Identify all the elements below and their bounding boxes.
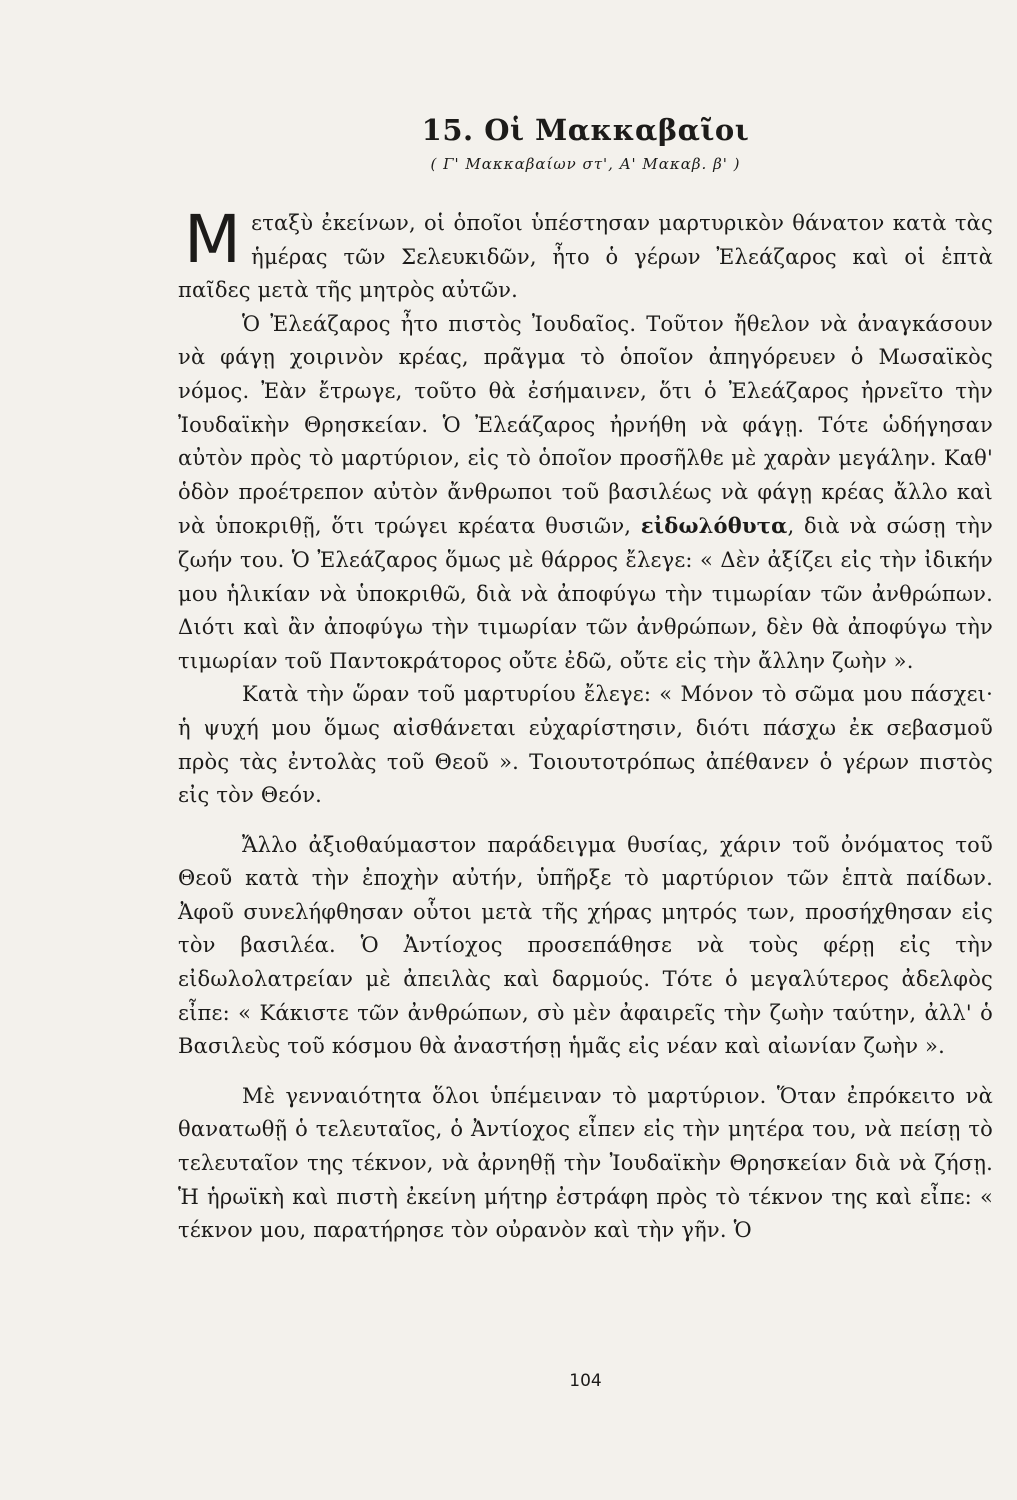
paragraph-4: Ἄλλο ἀξιοθαύμαστον παράδειγμα θυσίας, χάριν τοῦ ὀνόματος τοῦ Θεοῦ κατὰ τὴν ἐποχὴν αὐτήν, ὑπῆρξε τὸ μαρτύριον τῶν ἑπτὰ παίδων. Ἀφοῦ συνελήφθησαν οὗτοι μετὰ τῆς χήρας μητρός των, προσήχθησαν εἰς τὸν βασιλέα. Ὁ Ἀντίοχος προσεπάθησε νὰ τοὺς φέρῃ εἰς τὴν εἰδωλολατρείαν μὲ ἀπειλὰς καὶ δαρμούς. Τότε ὁ μεγαλύτερος ἀδελφὸς εἶπε: « Κάκιστε τῶν ἀνθρώπων, σὺ μὲν ἀφαιρεῖς τὴν ζωὴν ταύτην, ἀλλ' ὁ Βασιλεὺς τοῦ κόσμου θὰ ἀναστήσῃ ἡμᾶς εἰς νέαν καὶ αἰωνίαν ζωὴν ». — [178, 832, 993, 1059]
paragraph-2-text-b: , διὰ νὰ σώσῃ τὴν ζωήν του. Ὁ Ἐλεάζαρος ὅμως μὲ θάρρος ἔλεγε: « Δὲν ἀξίζει εἰς τὴν ἰδικήν μου ἡλικίαν νὰ ὑποκριθῶ, διὰ νὰ ἀποφύγω τὴν τιμωρίαν τῶν ἀνθρώπων. Διότι καὶ ἂν ἀποφύγω τὴν τιμωρίαν τῶν ἀνθρώπων, δὲν θὰ ἀποφύγω τὴν τιμωρίαν τοῦ Παντοκράτορος οὔτε ἐδῶ, οὔτε εἰς τὴν ἄλλην ζωὴν ». — [178, 514, 993, 673]
drop-cap: Μ — [184, 201, 242, 278]
paragraph-2-bold-term: εἰδωλόθυτα — [640, 513, 788, 539]
chapter-subtitle: ( Γ' Μακκαβαίων στ', Α' Μακαβ. β' ) — [430, 155, 741, 173]
paragraph-5: Μὲ γενναιότητα ὅλοι ὑπέμειναν τὸ μαρτύριον. Ὅταν ἐπρόκειτο νὰ θανατωθῇ ὁ τελευταῖος, ὁ Ἀντίοχος εἶπεν εἰς τὴν μητέρα του, νὰ πείσῃ τὸ τελευταῖον της τέκνον, νὰ ἀρνηθῇ τὴν Ἰουδαϊκὴν Θρησκείαν διὰ νὰ ζήσῃ. Ἡ ἡρωϊκὴ καὶ πιστὴ ἐκείνη μήτηρ ἐστράφη πρὸς τὸ τέκνον της καὶ εἶπε: « τέκνον μου, παρατήρησε τὸν οὐρανὸν καὶ τὴν γῆν. Ὁ — [178, 1083, 993, 1243]
paragraph-1-text: εταξὺ ἐκείνων, οἱ ὁποῖοι ὑπέστησαν μαρτυρικὸν θάνατον κατὰ τὰς ἡμέρας τῶν Σελευκιδῶν, ἦτο ὁ γέρων Ἐλεάζαρος καὶ οἱ ἑπτὰ παῖδες μετὰ τῆς μητρὸς αὐτῶν. — [178, 211, 993, 303]
chapter-title: 15. Οἱ Μακκαβαῖοι — [421, 113, 750, 147]
paragraph-2-text-a: Ὁ Ἐλεάζαρος ἦτο πιστὸς Ἰουδαῖος. Τοῦτον ἤθελον νὰ ἀναγκάσουν νὰ φάγῃ χοιρινὸν κρέας, πρᾶγμα τὸ ὁποῖον ἀπηγόρευεν ὁ Μωσαϊκὸς νόμος. Ἐὰν ἔτρωγε, τοῦτο θὰ ἐσήμαινεν, ὅτι ὁ Ἐλεάζαρος ἠρνεῖτο τὴν Ἰουδαϊκὴν Θρησκείαν. Ὁ Ἐλεάζαρος ἠρνήθη νὰ φάγῃ. Τότε ὡδήγησαν αὐτὸν πρὸς τὸ μαρτύριον, εἰς τὸ ὁποῖον προσῆλθε μὲ χαρὰν μεγάλην. Καθ' ὁδὸν προέτρεπον αὐτὸν ἄνθρωποι τοῦ βασιλέως νὰ φάγῃ κρέας ἄλλο καὶ νὰ ὑποκριθῇ, ὅτι τρώγει κρέατα θυσιῶν, — [178, 311, 993, 539]
body-text — [178, 201, 993, 1248]
paragraph-1 — [178, 201, 993, 308]
paragraph-3: Κατὰ τὴν ὥραν τοῦ μαρτυρίου ἔλεγε: « Μόνον τὸ σῶμα μου πάσχει· ἡ ψυχή μου ὅμως αἰσθάνεται εὐχαρίστησιν, διότι πάσχω ἐκ σεβασμοῦ πρὸς τὰς ἐντολὰς τοῦ Θεοῦ ». Τοιουτοτρόπως ἀπέθανεν ὁ γέρων πιστὸς εἰς τὸν Θεόν. — [178, 682, 993, 808]
book-page — [178, 105, 993, 1445]
page-number: 104 — [569, 1371, 602, 1391]
paragraph-2 — [178, 308, 993, 679]
